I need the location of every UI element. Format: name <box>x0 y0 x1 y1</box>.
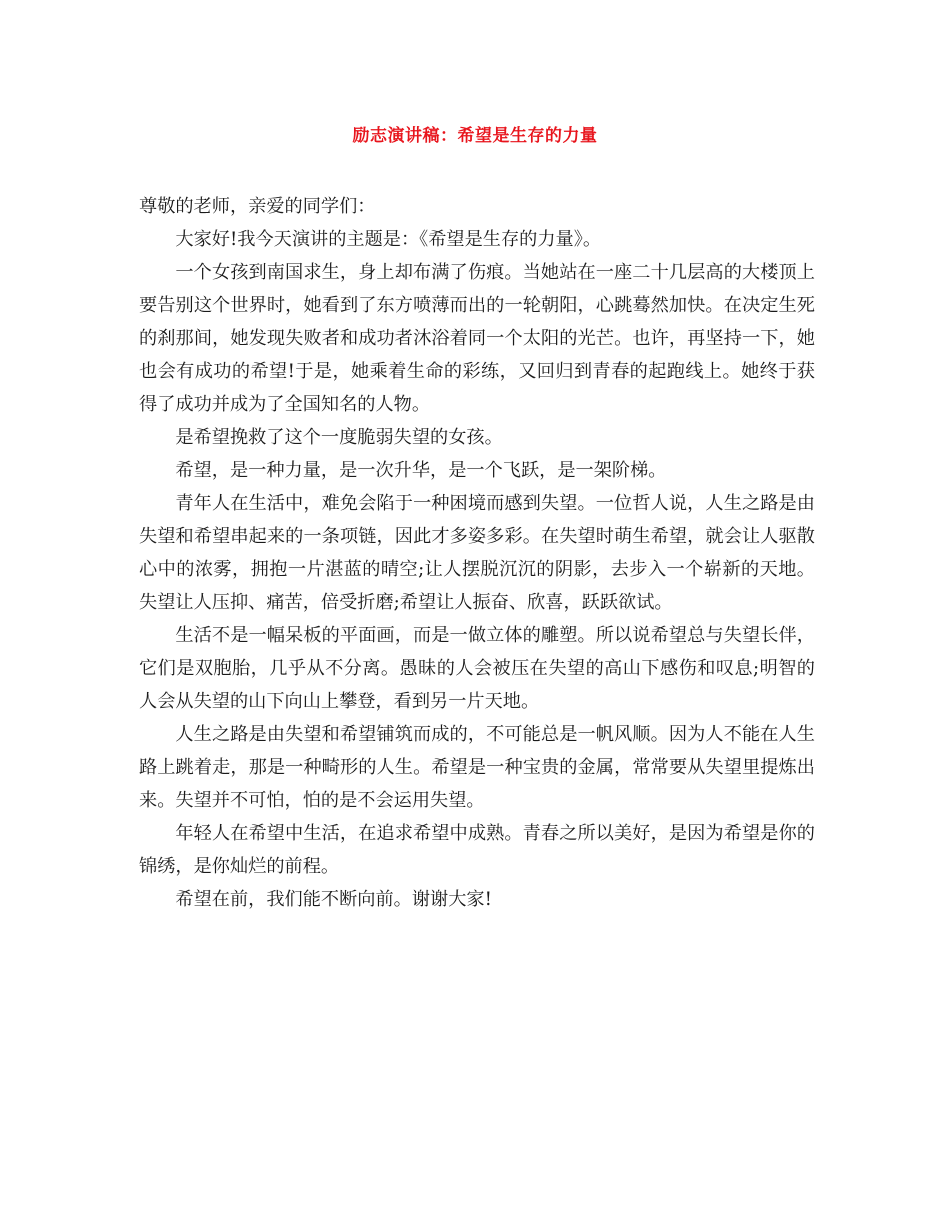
document-title: 励志演讲稿：希望是生存的力量 <box>352 126 598 146</box>
salutation: 尊敬的老师，亲爱的同学们： <box>139 196 376 217</box>
paragraph-closing: 希望在前，我们能不断向前。谢谢大家! <box>175 889 492 910</box>
paragraph-story: 一个女孩到南国求生，身上却布满了伤痕。当她站在一座二十几层高的大楼顶上要告别这个世界时，她看到了东方喷薄而出的一轮朝阳，心跳蓦然加快。在决定生死的刹那间，她发现失败者和成功者沐浴着同一个太阳的光芒。也许，再坚持一下，她也会有成功的希望!于是，她乘着生命的彩练，又回归到青春的起跑线上。她终于获得了成功并成为了全国知名的人物。 <box>139 262 815 415</box>
paragraph-maturity: 年轻人在希望中生活，在追求希望中成熟。青春之所以美好，是因为希望是你的锦绣，是你灿烂的前程。 <box>139 823 815 877</box>
paragraph-path: 人生之路是由失望和希望铺筑而成的，不可能总是一帆风顺。因为人不能在人生路上跳着走，那是一种畸形的人生。希望是一种宝贵的金属，常常要从失望里提炼出来。失望并不可怕，怕的是不会运用失望。 <box>139 724 815 811</box>
paragraph-definition: 希望，是一种力量，是一次升华，是一个飞跃，是一架阶梯。 <box>175 460 667 481</box>
paragraph-sculpture: 生活不是一幅呆板的平面画，而是一做立体的雕塑。所以说希望总与失望长伴，它们是双胞胎，几乎从不分离。愚昧的人会被压在失望的高山下感伤和叹息;明智的人会从失望的山下向山上攀登，看到另一片天地。 <box>139 625 815 712</box>
document-body <box>139 190 815 916</box>
paragraph-youth: 青年人在生活中，难免会陷于一种困境而感到失望。一位哲人说，人生之路是由失望和希望串起来的一条项链，因此才多姿多彩。在失望时萌生希望，就会让人驱散心中的浓雾，拥抱一片湛蓝的晴空;让人摆脱沉沉的阴影，去步入一个崭新的天地。失望让人压抑、痛苦，倍受折磨;希望让人振奋、欣喜，跃跃欲试。 <box>139 493 815 613</box>
paragraph-rescue: 是希望挽救了这个一度脆弱失望的女孩。 <box>175 427 503 448</box>
paragraph-greeting: 大家好!我今天演讲的主题是：《希望是生存的力量》。 <box>175 229 602 250</box>
